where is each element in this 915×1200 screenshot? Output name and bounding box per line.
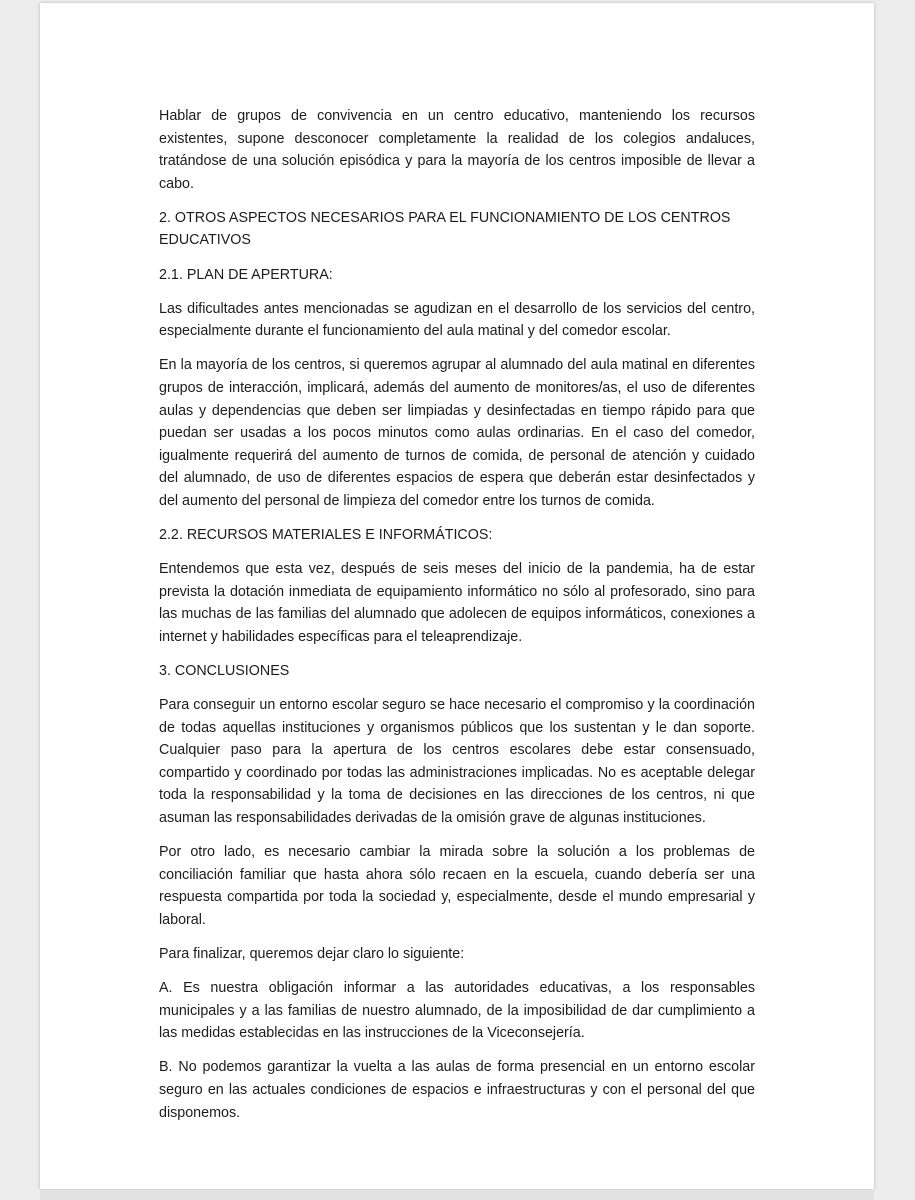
- paragraph-grupos-convivencia: Hablar de grupos de convivencia en un centro educativo, manteniendo los recursos existentes, supone desconocer completamente la realidad de los colegios andaluces, tratándose de una solución episódica y para la mayoría de los centros imposible de llevar a cabo.: [159, 108, 755, 192]
- section-heading-otros-aspectos: 2. OTROS ASPECTOS NECESARIOS PARA EL FUNCIONAMIENTO DE LOS CENTROS EDUCATIVOS: [159, 209, 731, 249]
- document-body: [159, 105, 755, 1136]
- paragraph-equipamiento-informatico: Entendemos que esta vez, después de seis meses del inicio de la pandemia, ha de estar prevista la dotación inmediata de equipamiento informático no sólo al profesorado, sino para las muchas de las familias del alumnado que adolecen de equipos informáticos, conexiones a internet y habilidades específicas para el teleaprendizaje.: [159, 561, 755, 645]
- next-page-edge: [40, 1190, 874, 1200]
- section-heading-conclusiones: 3. CONCLUSIONES: [159, 662, 290, 679]
- paragraph-dificultades: Las dificultades antes mencionadas se agudizan en el desarrollo de los servicios del centro, especialmente durante el funcionamiento del aula matinal y del comedor escolar.: [159, 300, 755, 340]
- paragraph-point-b: B. No podemos garantizar la vuelta a las aulas de forma presencial en un entorno escolar seguro en las actuales condiciones de espacios e infraestructuras y con el personal del que disponemos.: [159, 1059, 755, 1121]
- paragraph-conciliacion: Por otro lado, es necesario cambiar la mirada sobre la solución a los problemas de conciliación familiar que hasta ahora sólo recaen en la escuela, cuando debería ser una respuesta compartida por toda la sociedad y, especialmente, desde el mundo empresarial y laboral.: [159, 844, 755, 928]
- paragraph-point-a: A. Es nuestra obligación informar a las autoridades educativas, a los responsables municipales y a las familias de nuestro alumnado, de la imposibilidad de dar cumplimiento a las medidas establecidas en las instrucciones de la Viceconsejería.: [159, 980, 755, 1042]
- paragraph-entorno-seguro: Para conseguir un entorno escolar seguro se hace necesario el compromiso y la coordinación de todas aquellas instituciones y organismos públicos que los sustentan y le dan soporte. Cualquier paso para la apertura de los centros escolares debe estar consensuado, compartido y coordinado por todas las administraciones implicadas. No es aceptable delegar toda la responsabilidad y la toma de decisiones en las direcciones de los centros, ni que asuman las responsabilidades derivadas de la omisión grave de algunas instituciones.: [159, 697, 755, 827]
- paragraph-para-finalizar: Para finalizar, queremos dejar claro lo siguiente:: [159, 946, 465, 962]
- subsection-heading-plan-apertura: 2.1. PLAN DE APERTURA:: [159, 266, 333, 283]
- document-page: [40, 3, 874, 1189]
- paragraph-aula-matinal-comedor: En la mayoría de los centros, si queremos agrupar al alumnado del aula matinal en diferentes grupos de interacción, implicará, además del aumento de monitores/as, el uso de diferentes aulas y dependencias que deben ser limpiadas y desinfectadas en tiempo rápido para que puedan ser usadas a los pocos minutos como aulas ordinarias. En el caso del comedor, igualmente requerirá del aumento de turnos de comida, de personal de atención y cuidado del alumnado, de uso de diferentes espacios de espera que deberán estar desinfectados y del aumento del personal de limpieza del comedor entre los turnos de comida.: [159, 357, 755, 509]
- subsection-heading-recursos: 2.2. RECURSOS MATERIALES E INFORMÁTICOS:: [159, 527, 493, 543]
